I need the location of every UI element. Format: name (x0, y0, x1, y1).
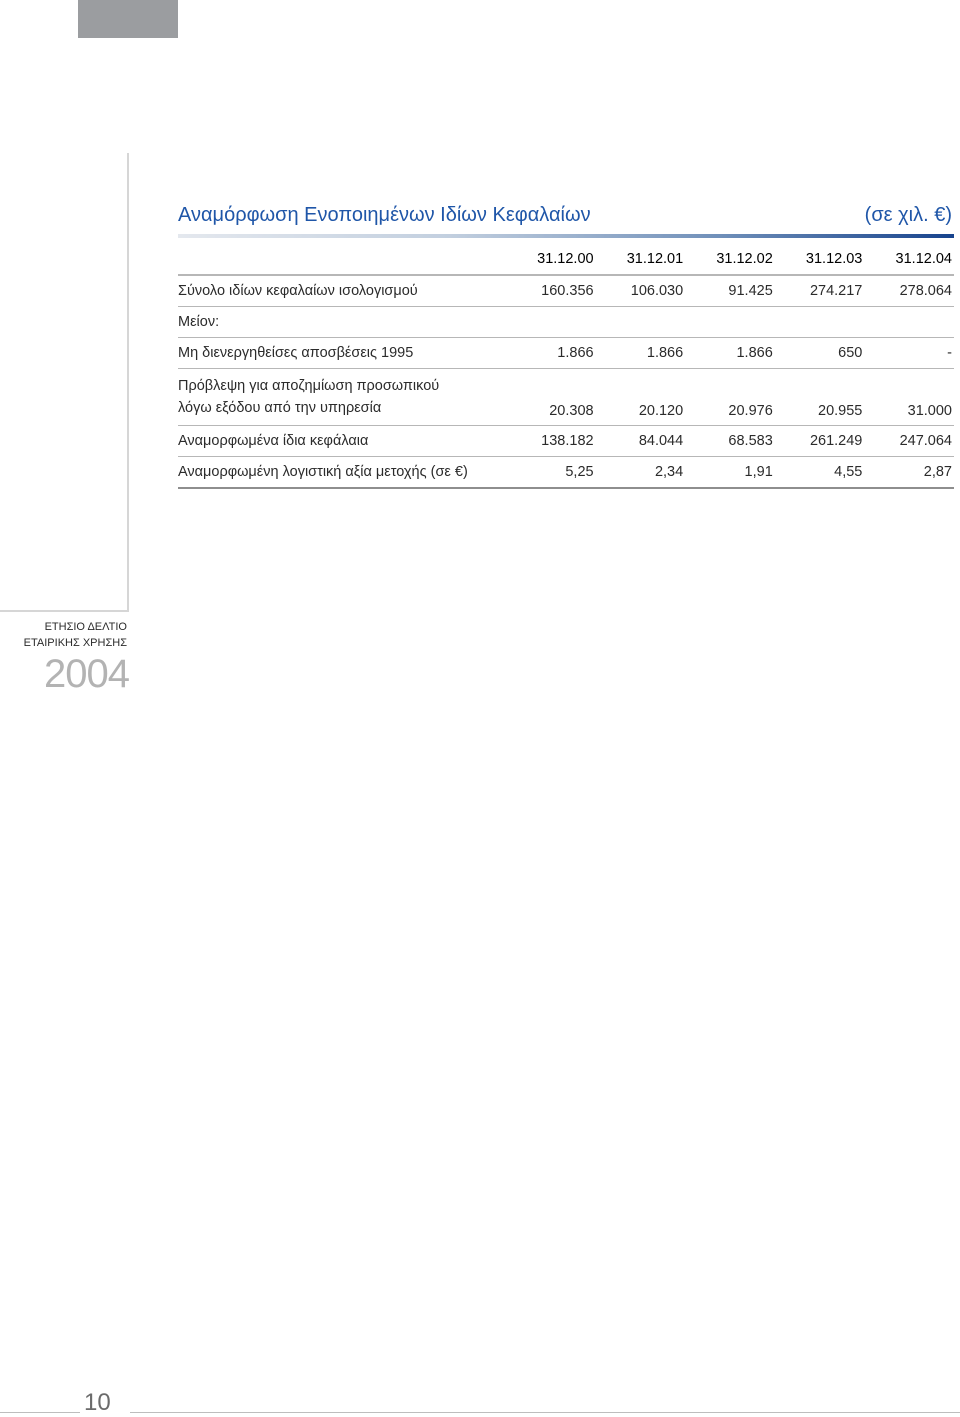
cell-value: 278.064 (899, 283, 952, 299)
column-header: 31.12.01 (626, 251, 684, 267)
vertical-rule (127, 153, 129, 611)
table-row (178, 307, 954, 338)
cell-value: 91.425 (728, 283, 773, 299)
report-section (178, 204, 954, 489)
cell-value: 1.866 (646, 345, 684, 361)
table-row (178, 457, 954, 489)
sidebar-rule (0, 610, 129, 612)
report-title: Αναμόρφωση Ενοποιημένων Ιδίων Κεφαλαίων (178, 204, 591, 226)
annual-report-label (0, 619, 127, 651)
cell-value: 138.182 (541, 433, 594, 449)
row-label (178, 369, 506, 426)
cell-value: 20.976 (728, 403, 773, 419)
title-row (178, 204, 954, 232)
page-number: 10 (84, 1389, 111, 1416)
table-row (178, 369, 954, 426)
cell-value: - (947, 345, 952, 361)
row-label: Σύνολο ιδίων κεφαλαίων ισολογισμού (178, 283, 418, 299)
row-label-line2: λόγω εξόδου από την υπηρεσία (178, 400, 382, 416)
row-label-line1: Πρόβλεψη για αποζημίωση προσωπικού (178, 378, 440, 394)
cell-value: 2,87 (923, 464, 952, 480)
cell-value: 4,55 (834, 464, 863, 480)
column-header: 31.12.04 (895, 251, 952, 267)
header-label-cell (178, 244, 506, 275)
footer-rule-left (0, 1412, 80, 1413)
column-header: 31.12.03 (805, 251, 863, 267)
annual-report-line2: ΕΤΑΙΡΙΚΗΣ ΧΡΗΣΗΣ (23, 637, 127, 649)
header-block (78, 0, 178, 38)
footer-rule-right (130, 1412, 960, 1413)
cell-value: 261.249 (809, 433, 863, 449)
table-row (178, 426, 954, 457)
cell-value: 274.217 (809, 283, 863, 299)
column-header: 31.12.00 (537, 251, 594, 267)
column-header: 31.12.02 (716, 251, 773, 267)
cell-value: 68.583 (728, 433, 773, 449)
row-label: Μείον: (178, 314, 220, 330)
table-row (178, 338, 954, 369)
cell-value: 1.866 (557, 345, 594, 361)
cell-value: 1,91 (744, 464, 773, 480)
cell-value: 5,25 (565, 464, 594, 480)
cell-value: 84.044 (638, 433, 684, 449)
report-year: 2004 (44, 652, 129, 696)
cell-value: 160.356 (541, 283, 594, 299)
table-header-row (178, 244, 954, 275)
table-row (178, 275, 954, 307)
cell-value: 20.955 (818, 403, 863, 419)
cell-value: 106.030 (630, 283, 684, 299)
title-gradient-rule (178, 234, 954, 238)
cell-value: 247.064 (899, 433, 952, 449)
row-label: Μη διενεργηθείσες αποσβέσεις 1995 (178, 345, 414, 361)
row-label: Αναμορφωμένη λογιστική αξία μετοχής (σε €) (178, 464, 468, 480)
cell-value: 1.866 (736, 345, 773, 361)
row-label: Αναμορφωμένα ίδια κεφάλαια (178, 433, 369, 449)
cell-value: 20.308 (549, 403, 594, 419)
cell-value: 2,34 (654, 464, 684, 480)
equity-table (178, 244, 954, 489)
cell-value: 31.000 (907, 403, 952, 419)
cell-value: 650 (838, 345, 863, 361)
unit-label: (σε χιλ. €) (864, 204, 952, 226)
annual-report-line1: ΕΤΗΣΙΟ ΔΕΛΤΙΟ (44, 621, 127, 633)
cell-value: 20.120 (638, 403, 684, 419)
